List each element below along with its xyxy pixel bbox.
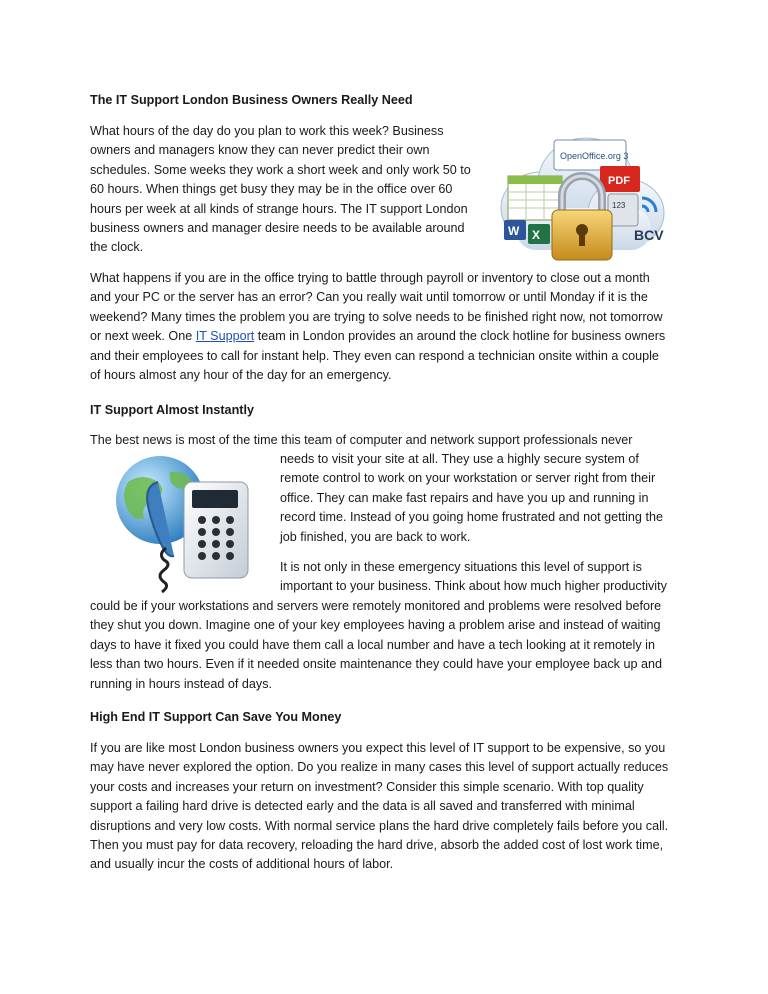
text-line: record time. Instead of you going home frustrated and not getting the — [280, 510, 663, 525]
text-line: Then you must pay for data recovery, reloading the hard drive, absorb the added cost of lost work time, — [90, 838, 664, 853]
bcv-icon — [634, 227, 664, 243]
cloud-office-illustration — [496, 128, 666, 268]
paragraph-costs — [90, 739, 668, 875]
text-line: weekend? Many times the problem you are trying to solve needs to be finished right now, not tomorrow — [90, 309, 663, 324]
section-heading-save-money: High End IT Support Can Save You Money — [90, 710, 342, 724]
text-line: less than two hours. Even if it needed onsite maintenance they could have your employee back up and — [90, 657, 662, 672]
paragraph-remote — [280, 450, 663, 547]
text-line: important to your business. Think about how much higher productivity — [280, 579, 667, 594]
svg-text:BCV: BCV — [634, 227, 664, 243]
excel-icon — [528, 224, 550, 244]
pdf-icon — [600, 166, 640, 192]
text-line: the clock. — [90, 240, 144, 255]
text-line: remote control to work on your workstation or server right from their — [280, 471, 656, 486]
text-line: may have never explored the option. Do you realize in many cases this level of support actually reduces — [90, 760, 669, 775]
text-line: running in hours instead of days. — [90, 676, 273, 691]
svg-text:PDF: PDF — [608, 175, 630, 187]
text-line: and their employees to call for instant help. They even can respond a technician onsite within a couple — [90, 348, 659, 363]
text-line: What happens if you are in the office trying to battle through payroll or inventory to close out a month — [90, 271, 650, 285]
paragraph-productivity — [90, 597, 662, 694]
text-line: and your PC or the server has an error? Can you really wait until tomorrow or until Monday if it is the — [90, 290, 648, 305]
text-line: What hours of the day do you plan to work this week? Business — [90, 124, 444, 138]
text-line: hours per week at all kinds of strange hours. The IT support London — [90, 201, 468, 216]
text-line: of hours almost any hour of the day for an emergency. — [90, 368, 392, 383]
text-line: If you are like most London business owners you expect this level of IT support to be expensive, so you — [90, 741, 666, 755]
text-line: disruptions and very low costs. With normal service plans the hard drive completely fails before you call. — [90, 818, 669, 833]
document-title: The IT Support London Business Owners Really Need — [90, 93, 413, 107]
text-line: job finished, you are back to work. — [280, 529, 471, 544]
section-heading-instant: IT Support Almost Instantly — [90, 403, 254, 417]
paragraph-first-line: The best news is most of the time this team of computer and network support professionals never — [90, 433, 633, 447]
text-line: 60 hours. When things get busy they may be in the office over 60 — [90, 182, 453, 197]
text-line: support a failing hard drive is detected early and the data is all saved and transferred with minimal — [90, 799, 635, 814]
paragraph-emergency — [280, 558, 667, 597]
text-segment: team in London provides an around the clock hotline for business owners — [254, 329, 666, 344]
text-line: It is not only in these emergency situations this level of support is — [280, 560, 642, 574]
word-icon — [504, 220, 526, 240]
svg-text:W: W — [508, 224, 520, 238]
text-line: business owners and manager desire needs to be available around — [90, 221, 465, 236]
svg-text:123: 123 — [612, 201, 626, 210]
paragraph-intro — [90, 122, 471, 258]
text-line — [90, 327, 665, 346]
text-segment: or next week. One — [90, 329, 196, 344]
openoffice-icon — [554, 140, 628, 170]
text-line: days to have it fixed you could have them call a local number and have a tech looking at it remotely in — [90, 637, 655, 652]
text-line: could be if your workstations and servers were remotely monitored and problems were resolved before — [90, 599, 662, 613]
it-support-link[interactable]: IT Support — [195, 329, 255, 344]
text-line: and usually incur the costs of additional hours of labor. — [90, 857, 394, 872]
telephone-illustration — [108, 452, 260, 598]
text-line: owners and managers know they can never predict their own — [90, 143, 430, 158]
svg-text:X: X — [532, 228, 541, 242]
text-line: office. They can make fast repairs and have you up and running in — [280, 490, 649, 505]
svg-text:OpenOffice.org 3: OpenOffice.org 3 — [560, 151, 629, 161]
text-line: your costs and increases your return on investment? Consider this simple scenario. With top quality — [90, 779, 644, 794]
text-line: schedules. Some weeks they work a short week and only work 50 to — [90, 162, 471, 177]
paragraph-after-hours — [90, 269, 665, 385]
text-line: needs to visit your site at all. They use a highly secure system of — [280, 452, 639, 466]
text-line: they shut you down. Imagine one of your key employees having a problem arise and instead of waiting — [90, 618, 661, 633]
